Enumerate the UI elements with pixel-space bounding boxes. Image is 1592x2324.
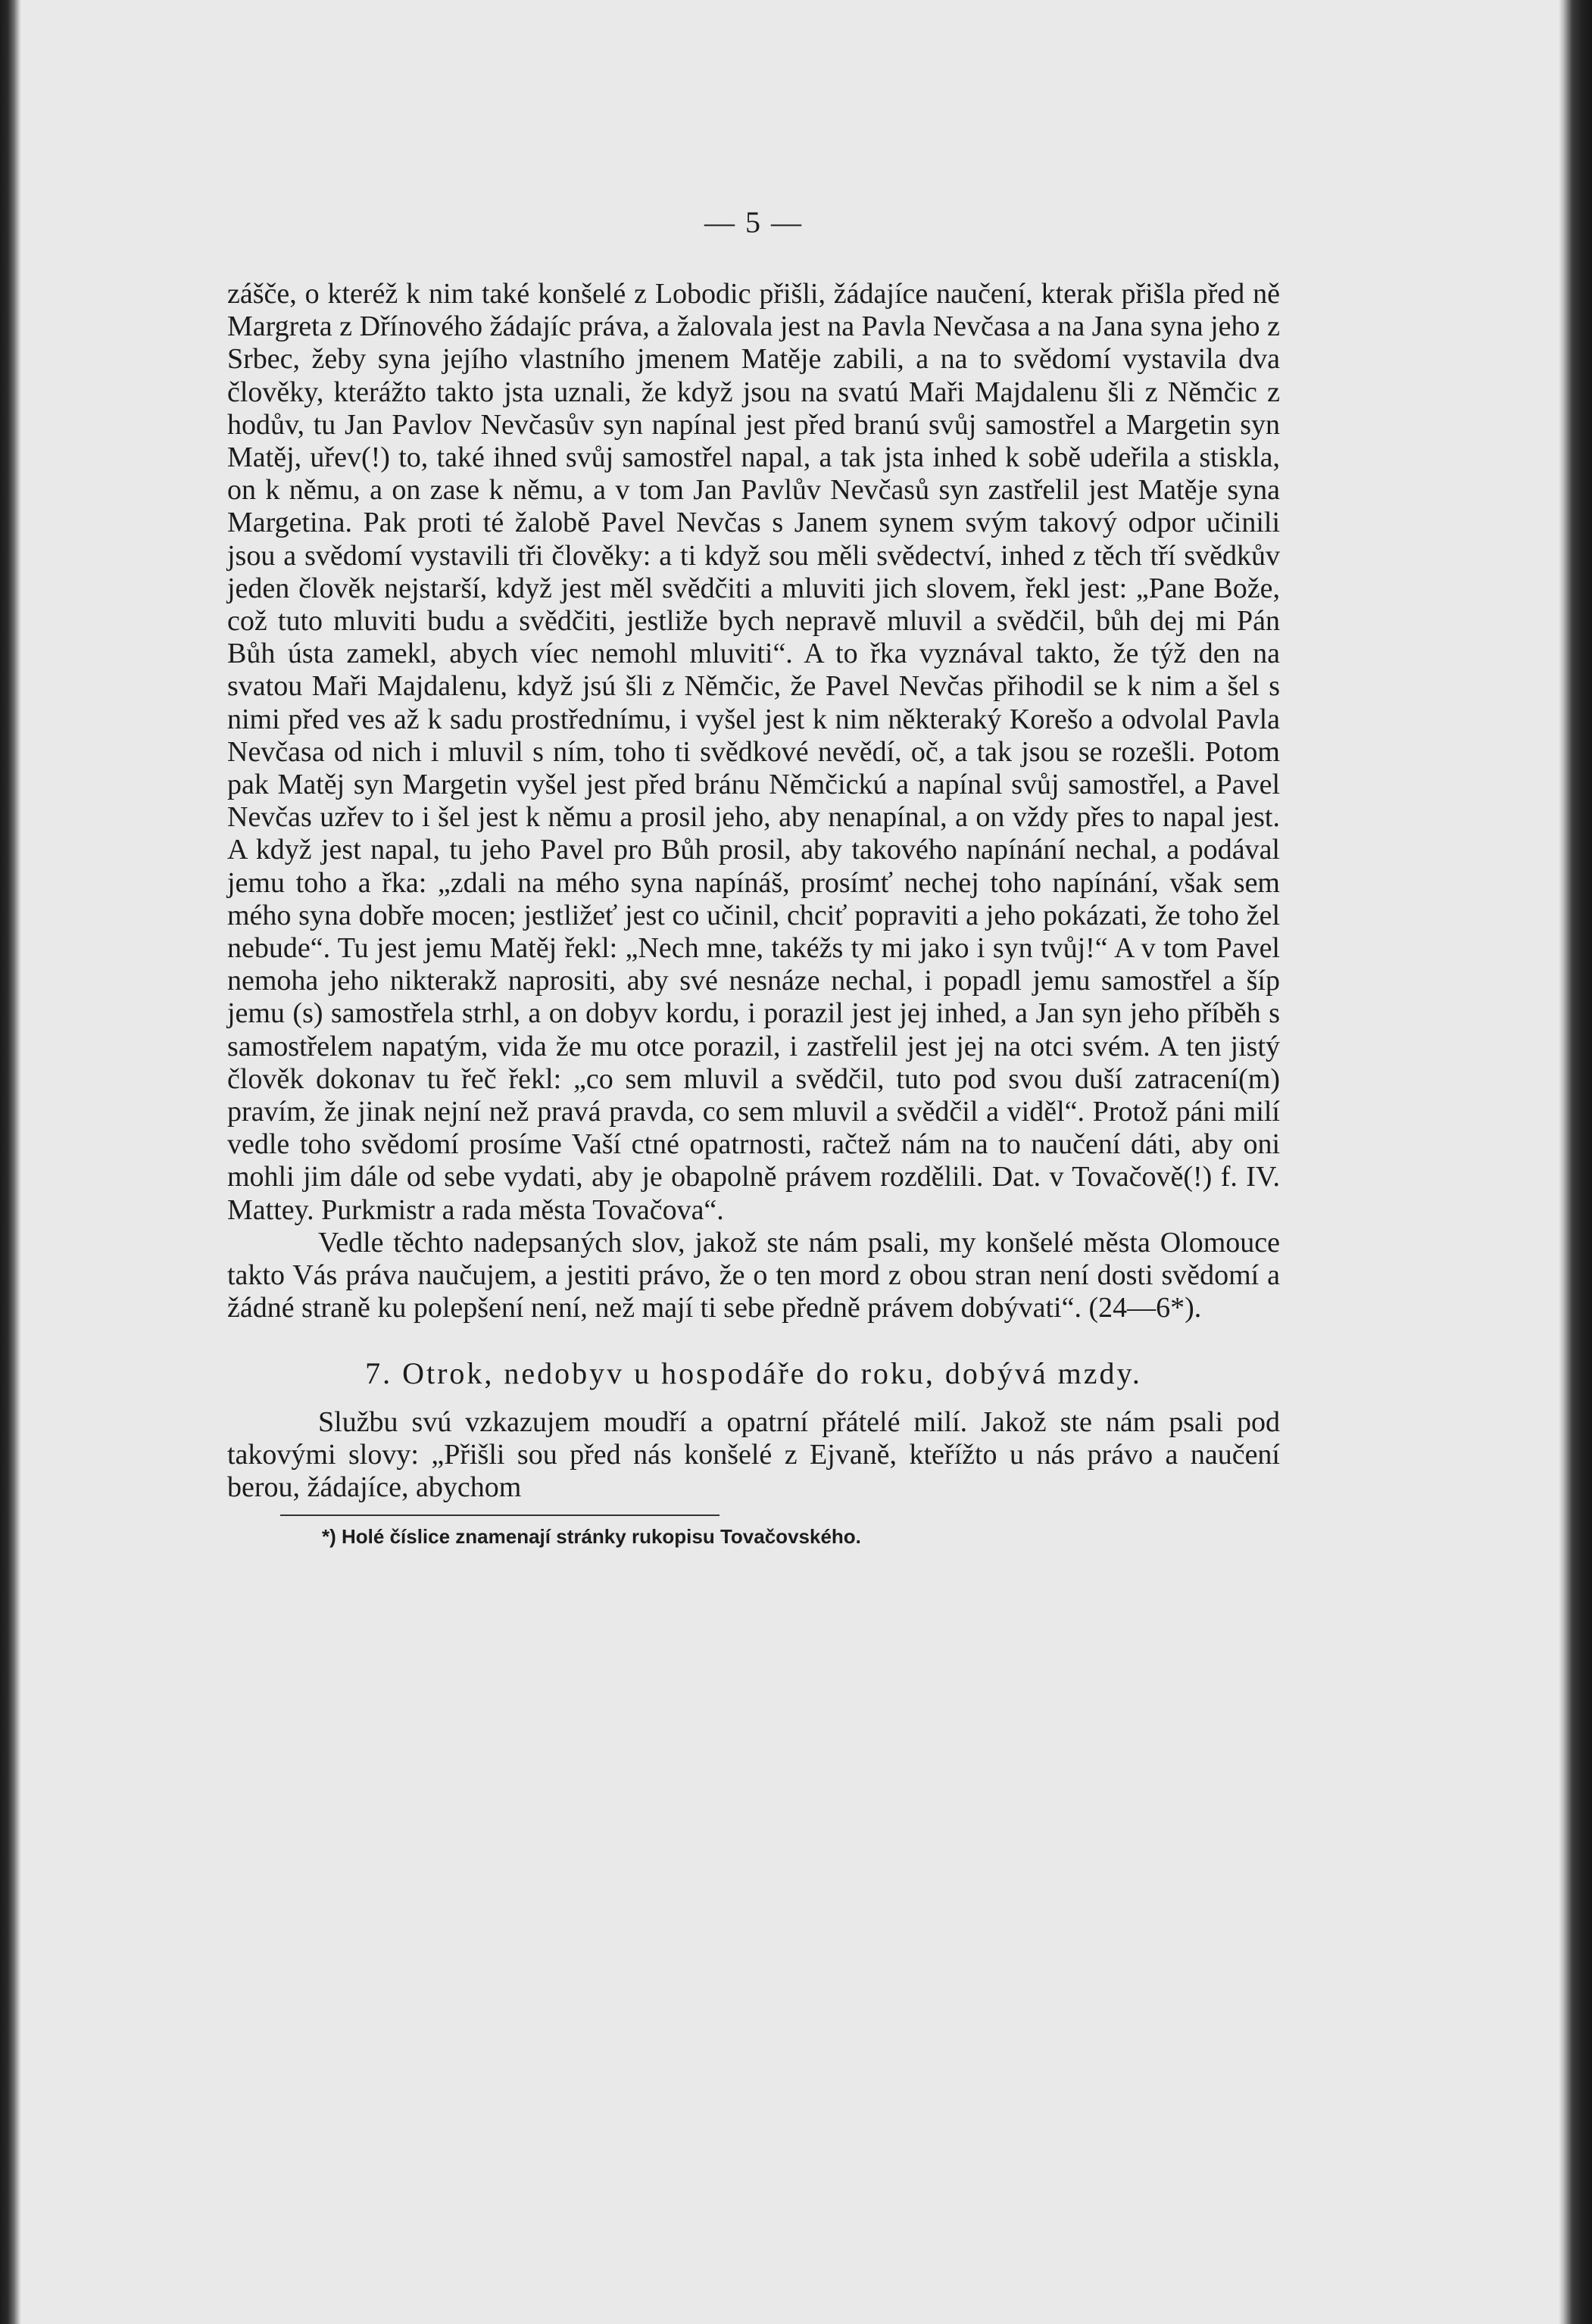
section-paragraph: Službu svú vzkazujem moudří a opatrní přátelé milí. Jakož ste nám psali pod takovými slovy: „Přišli sou před nás konšelé z Ejvaně, kteřížto u nás právo a naučení berou, žádajíce, abychom (227, 1405, 1280, 1503)
footnote-divider (280, 1514, 720, 1516)
scan-edge-left (0, 0, 21, 2324)
scan-edge-right (1559, 0, 1592, 2324)
document-page (227, 204, 1280, 1549)
body-paragraph-2: Vedle těchto nadepsaných slov, jakož ste nám psali, my konšelé města Olomouce takto Vás práva naučujem, a jestiti právo, že o ten mord z obou stran není dosti svědomí a žádné straně ku polepšení není, než mají ti sebe předně právem dobývati“. (24—6*). (227, 1226, 1280, 1324)
section-heading: 7. Otrok, nedobyv u hospodáře do roku, dobývá mzdy. (365, 1355, 1142, 1390)
body-paragraph-1: zášče, o kteréž k nim také konšelé z Lobodic přišli, žádajíce naučení, kterak přišla před ně Margreta z Dřínového žádajíc práva, a žalovala jest na Pavla Nevčasa a na Jana syna jeho z Srbec, žeby syna jejího vlastního jmenem Matěje zabili, a na to svědomí vystavila dva člověky, kterážto takto jsta uznali, že když jsou na svatú Maři Majdalenu šli z Němčic z hodův, tu Jan Pavlov Nevčasův syn napínal jest před branú svůj samostřel a Margetin syn Matěj, uřev(!) to, také ihned svůj samostřel napal, a tak jsta inhed k sobě udeřila a stiskla, on k němu, a on zase k němu, a v tom Jan Pavlův Nevčasů syn zastřelil jest Matěje syna Margetina. Pak proti té žalobě Pavel Nevčas s Janem synem svým takový odpor učinili jsou a svědomí vystavili tři člověky: a ti když sou měli svědectví, inhed z těch tří svědkův jeden člověk nejstarší, když jest měl svědčiti a mluviti jich slovem, řekl jest: „Pane Bože, což tuto mluviti budu a svědčiti, jestliže bych nepravě mluvil a svědčil, bůh dej mi Pán Bůh ústa zamekl, abych víec nemohl mluviti“. A to řka vyznával takto, že týž den na svatou Maři Majdalenu, když jsú šli z Němčic, že Pavel Nevčas přihodil se k nim a šel s nimi před ves až k sadu prostřednímu, i vyšel jest k nim některaký Korešo a odvolal Pavla Nevčasa od nich i mluvil s ním, toho ti svědkové nevědí, oč, a tak jsou se rozešli. Potom pak Matěj syn Margetin vyšel jest před bránu Němčickú a napínal svůj samostřel, a Pavel Nevčas uzřev to i šel jest k němu a prosil jeho, aby nenapínal, a on vždy přes to napal jest. A když jest napal, tu jeho Pavel pro Bůh prosil, aby takového napínání nechal, a podával jemu toho a řka: „zdali na mého syna napínáš, prosímť nechej toho napínání, však sem mého syna dobře mocen; jestližeť jest co učinil, chciť popraviti a jeho pokázati, že toho žel nebude“. Tu jest jemu Matěj řekl: „Nech mne, takéžs ty mi jako i syn tvůj!“ A v tom Pavel nemoha jeho nikterakž naprositi, aby své nesnáze nechal, i popadl jemu samostřel a šíp jemu (s) samostřela strhl, a on dobyv kordu, i porazil jest jej inhed, a Jan syn jeho příběh s samostřelem napatým, vida že mu otce porazil, i zastřelil jest jej na otci svém. A ten jistý člověk dokonav tu řeč řekl: „co sem mluvil a svědčil, tuto pod svou duší zatracení(m) pravím, že jinak nejní než pravá pravda, co sem mluvil a svědčil a viděl“. Protož páni milí vedle toho svědomí prosíme Vaší ctné opatrnosti, račtež nám na to naučení dáti, aby oni mohli jim dále od sebe vydati, aby je obapolně právem rozdělili. Dat. v Tovačově(!) f. IV. Mattey. Purkmistr a rada města Tovačova“. (227, 278, 1280, 1226)
footnote: *) Holé číslice znamenají stránky rukopisu Tovačovského. (322, 1525, 861, 1549)
page-number: — 5 — (704, 205, 803, 239)
